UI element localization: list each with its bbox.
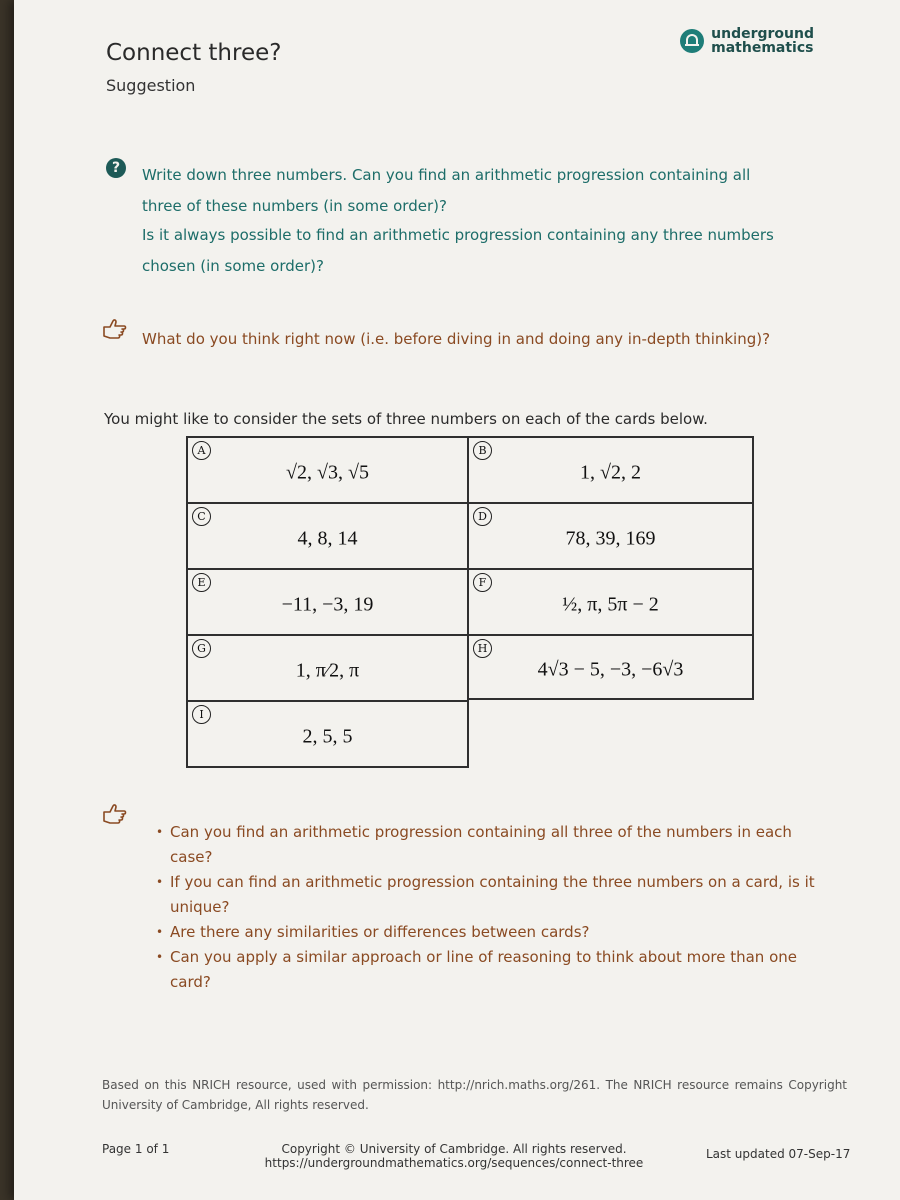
card-value-f: ½, π, 5π − 2: [562, 593, 659, 616]
card-value-a: √2, √3, √5: [286, 461, 369, 484]
cards-intro: You might like to consider the sets of three numbers on each of the cards below.: [104, 410, 708, 428]
logo-text: [711, 27, 814, 55]
last-updated: Last updated 07-Sep-17: [706, 1147, 851, 1161]
list-item: • Can you apply a similar approach or line of reasoning to think about more than one card?: [156, 945, 836, 995]
card-value-h: 4√3 − 5, −3, −6√3: [537, 658, 684, 681]
card-value-g: 1, π⁄2, π: [295, 659, 360, 682]
question-paragraph-1: [142, 160, 842, 222]
card-label-b: B: [473, 441, 492, 460]
pointing-hand-icon: [102, 318, 128, 340]
card-b: [467, 436, 754, 504]
card-value-c: 4, 8, 14: [297, 527, 358, 550]
pointing-hand-icon: [102, 803, 128, 825]
card-value-e: −11, −3, 19: [281, 593, 374, 616]
card-i: [186, 700, 469, 768]
card-f: [467, 568, 754, 636]
card-value-b: 1, √2, 2: [580, 461, 641, 484]
card-label-c: C: [192, 507, 211, 526]
question-p2-line-1: Is it always possible to find an arithmetic progression containing any three numbers: [142, 226, 774, 244]
cards-grid: [186, 436, 754, 768]
list-item: • Can you find an arithmetic progression containing all three of the numbers in each case?: [156, 820, 836, 870]
question-paragraph-2: [142, 220, 842, 282]
page-subtitle: Suggestion: [106, 76, 196, 95]
list-item: • If you can find an arithmetic progression containing the three numbers on a card, is it unique?: [156, 870, 836, 920]
card-c: [186, 502, 469, 570]
card-a: [186, 436, 469, 504]
questions-list: [156, 820, 836, 995]
logo-line-1: underground: [711, 26, 814, 42]
page-title: Connect three?: [106, 40, 282, 66]
card-d: [467, 502, 754, 570]
attribution-note: Based on this NRICH resource, used with permission: http://nrich.maths.org/261. The NRICH resource remains Copyright University of Cambridge, All rights reserved.: [102, 1078, 847, 1112]
question-p2-line-2: chosen (in some order)?: [142, 257, 324, 275]
resource-url: https://undergroundmathematics.org/sequences/connect-three: [264, 1156, 644, 1170]
logo-line-2: mathematics: [711, 40, 814, 56]
footer-copyright: [264, 1142, 644, 1170]
card-label-d: D: [473, 507, 492, 526]
question-p1-line-2: three of these numbers (in some order)?: [142, 197, 447, 215]
card-label-g: G: [192, 639, 211, 658]
document-page: [14, 0, 900, 1200]
card-label-h: H: [473, 639, 492, 658]
card-g: [186, 634, 469, 702]
think-prompt: What do you think right now (i.e. before diving in and doing any in-depth thinking)?: [142, 330, 771, 348]
card-label-i: I: [192, 705, 211, 724]
list-item: • Are there any similarities or differences between cards?: [156, 920, 836, 945]
copyright-text: Copyright © University of Cambridge. All rights reserved.: [281, 1142, 627, 1156]
card-h: [467, 634, 754, 700]
question-p1-line-1: Write down three numbers. Can you find an arithmetic progression containing all: [142, 166, 751, 184]
card-label-f: F: [473, 573, 492, 592]
card-label-e: E: [192, 573, 211, 592]
card-value-d: 78, 39, 169: [565, 527, 656, 550]
logo: [680, 27, 814, 55]
card-value-i: 2, 5, 5: [302, 725, 353, 748]
page-number: Page 1 of 1: [102, 1142, 170, 1156]
question-icon: ?: [106, 158, 126, 178]
card-label-a: A: [192, 441, 211, 460]
logo-omega-icon: [680, 29, 704, 53]
card-e: [186, 568, 469, 636]
